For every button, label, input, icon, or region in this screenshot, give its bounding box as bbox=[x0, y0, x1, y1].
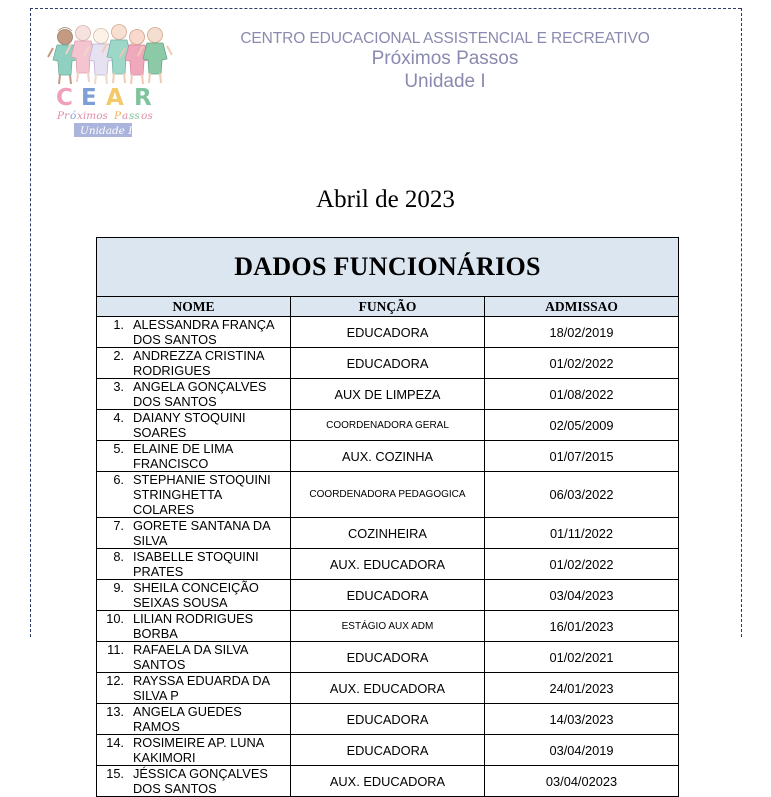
cell-admissao: 01/11/2022 bbox=[485, 518, 679, 549]
table-row bbox=[97, 472, 679, 518]
org-name-line-2: Próximos Passos bbox=[371, 48, 519, 70]
table-row bbox=[97, 673, 679, 704]
svg-text:os: os bbox=[141, 110, 153, 122]
cell-nome bbox=[97, 735, 291, 766]
month-title: Abril de 2023 bbox=[316, 186, 455, 213]
employee-data-table bbox=[96, 237, 679, 797]
cell-nome bbox=[97, 472, 291, 518]
cell-admissao: 01/07/2015 bbox=[485, 441, 679, 472]
table-row bbox=[97, 766, 679, 797]
table-row bbox=[97, 518, 679, 549]
cell-nome bbox=[97, 348, 291, 379]
svg-text:a: a bbox=[122, 110, 129, 122]
cell-funcao: EDUCADORA bbox=[291, 580, 485, 611]
cell-funcao: COORDENADORA PEDAGOGICA bbox=[291, 472, 485, 518]
row-number: 3. bbox=[113, 379, 124, 394]
row-number: 10. bbox=[106, 611, 124, 626]
row-number: 2. bbox=[113, 348, 124, 363]
cell-funcao: AUX. COZINHA bbox=[291, 441, 485, 472]
table-title: DADOS FUNCIONÁRIOS bbox=[97, 238, 679, 297]
table-header-row bbox=[97, 297, 679, 317]
row-number: 6. bbox=[113, 472, 124, 487]
row-number: 9. bbox=[113, 580, 124, 595]
cear-children-logo bbox=[46, 20, 176, 138]
cell-nome bbox=[97, 379, 291, 410]
svg-text:ó: ó bbox=[70, 110, 77, 122]
row-number: 7. bbox=[113, 518, 124, 533]
column-header-nome: NOME bbox=[97, 297, 291, 317]
employee-name: ROSIMEIRE AP. LUNA KAKIMORI bbox=[133, 735, 264, 765]
svg-text:P: P bbox=[114, 110, 122, 122]
cell-admissao: 01/02/2022 bbox=[485, 348, 679, 379]
employee-name: RAYSSA EDUARDA DA SILVA P bbox=[133, 673, 270, 703]
employee-name: ANGELA GONÇALVES DOS SANTOS bbox=[133, 379, 267, 409]
cell-admissao: 16/01/2023 bbox=[485, 611, 679, 642]
cell-funcao: EDUCADORA bbox=[291, 735, 485, 766]
employee-name: DAIANY STOQUINI SOARES bbox=[133, 410, 246, 440]
table-row bbox=[97, 704, 679, 735]
table-row bbox=[97, 441, 679, 472]
employee-name: STEPHANIE STOQUINI STRINGHETTA COLARES bbox=[133, 472, 271, 517]
cell-nome bbox=[97, 317, 291, 348]
cell-funcao: COORDENADORA GERAL bbox=[291, 410, 485, 441]
organization-name-block bbox=[160, 30, 730, 93]
table-row bbox=[97, 642, 679, 673]
svg-text:A: A bbox=[106, 85, 124, 111]
table-title-row bbox=[97, 238, 679, 297]
cell-funcao: EDUCADORA bbox=[291, 704, 485, 735]
cell-funcao: AUX. EDUCADORA bbox=[291, 766, 485, 797]
table-row bbox=[97, 735, 679, 766]
cell-admissao: 01/08/2022 bbox=[485, 379, 679, 410]
table-row bbox=[97, 348, 679, 379]
employee-name: JÉSSICA GONÇALVES DOS SANTOS bbox=[133, 766, 268, 796]
cell-admissao: 03/04/2019 bbox=[485, 735, 679, 766]
org-name-line-3: Unidade I bbox=[404, 70, 486, 92]
table-row bbox=[97, 379, 679, 410]
cell-funcao: EDUCADORA bbox=[291, 317, 485, 348]
cell-funcao: EDUCADORA bbox=[291, 348, 485, 379]
employee-name: LILIAN RODRIGUES BORBA bbox=[133, 611, 254, 641]
table-row bbox=[97, 317, 679, 348]
svg-text:ss: ss bbox=[129, 110, 140, 122]
cell-funcao: AUX. EDUCADORA bbox=[291, 673, 485, 704]
row-number: 13. bbox=[106, 704, 124, 719]
cell-funcao: COZINHEIRA bbox=[291, 518, 485, 549]
cell-nome bbox=[97, 704, 291, 735]
cell-admissao: 01/02/2021 bbox=[485, 642, 679, 673]
employee-name: SHEILA CONCEIÇÃO SEIXAS SOUSA bbox=[133, 580, 259, 610]
employee-name: ELAINE DE LIMA FRANCISCO bbox=[133, 441, 233, 471]
row-number: 12. bbox=[106, 673, 124, 688]
svg-text:Pr: Pr bbox=[57, 110, 70, 122]
cell-admissao: 14/03/2023 bbox=[485, 704, 679, 735]
org-name-line-1: CENTRO EDUCACIONAL ASSISTENCIAL E RECREATIVO bbox=[240, 30, 650, 47]
cell-admissao: 01/02/2022 bbox=[485, 549, 679, 580]
svg-text:E: E bbox=[81, 85, 97, 111]
employee-name: ALESSANDRA FRANÇA DOS SANTOS bbox=[133, 317, 274, 347]
cell-admissao: 18/02/2019 bbox=[485, 317, 679, 348]
cell-nome bbox=[97, 580, 291, 611]
cell-funcao: AUX. EDUCADORA bbox=[291, 549, 485, 580]
column-header-admissao: ADMISSAO bbox=[485, 297, 679, 317]
employee-name: ISABELLE STOQUINI PRATES bbox=[133, 549, 259, 579]
column-header-funcao: FUNÇÃO bbox=[291, 297, 485, 317]
row-number: 14. bbox=[106, 735, 124, 750]
row-number: 4. bbox=[113, 410, 124, 425]
row-number: 11. bbox=[107, 642, 124, 657]
row-number: 5. bbox=[113, 441, 124, 456]
page-margin-guide-top bbox=[30, 8, 741, 9]
cell-nome bbox=[97, 673, 291, 704]
cell-admissao: 02/05/2009 bbox=[485, 410, 679, 441]
cell-funcao: EDUCADORA bbox=[291, 642, 485, 673]
cell-nome bbox=[97, 441, 291, 472]
cell-nome bbox=[97, 518, 291, 549]
row-number: 15. bbox=[106, 766, 124, 781]
employee-name: RAFAELA DA SILVA SANTOS bbox=[133, 642, 248, 672]
svg-text:ximos: ximos bbox=[77, 110, 108, 122]
letterhead bbox=[30, 14, 741, 139]
table-row bbox=[97, 549, 679, 580]
cell-nome bbox=[97, 766, 291, 797]
cell-nome bbox=[97, 410, 291, 441]
cell-funcao: ESTÁGIO AUX ADM bbox=[291, 611, 485, 642]
employee-name: ANDREZZA CRISTINA RODRIGUES bbox=[133, 348, 264, 378]
page-margin-guide-right bbox=[741, 8, 742, 637]
svg-text:C: C bbox=[56, 85, 73, 111]
cell-admissao: 03/04/02023 bbox=[485, 766, 679, 797]
cell-admissao: 06/03/2022 bbox=[485, 472, 679, 518]
cell-admissao: 24/01/2023 bbox=[485, 673, 679, 704]
employee-name: GORETE SANTANA DA SILVA bbox=[133, 518, 271, 548]
table-row bbox=[97, 410, 679, 441]
cell-nome bbox=[97, 642, 291, 673]
cell-funcao: AUX DE LIMPEZA bbox=[291, 379, 485, 410]
svg-text:R: R bbox=[134, 85, 152, 111]
employee-name: ANGELA GUEDES RAMOS bbox=[133, 704, 242, 734]
svg-text:Unidade I: Unidade I bbox=[80, 125, 133, 137]
table-row bbox=[97, 580, 679, 611]
row-number: 1. bbox=[113, 317, 124, 332]
cell-admissao: 03/04/2023 bbox=[485, 580, 679, 611]
cell-nome bbox=[97, 549, 291, 580]
row-number: 8. bbox=[113, 549, 124, 564]
